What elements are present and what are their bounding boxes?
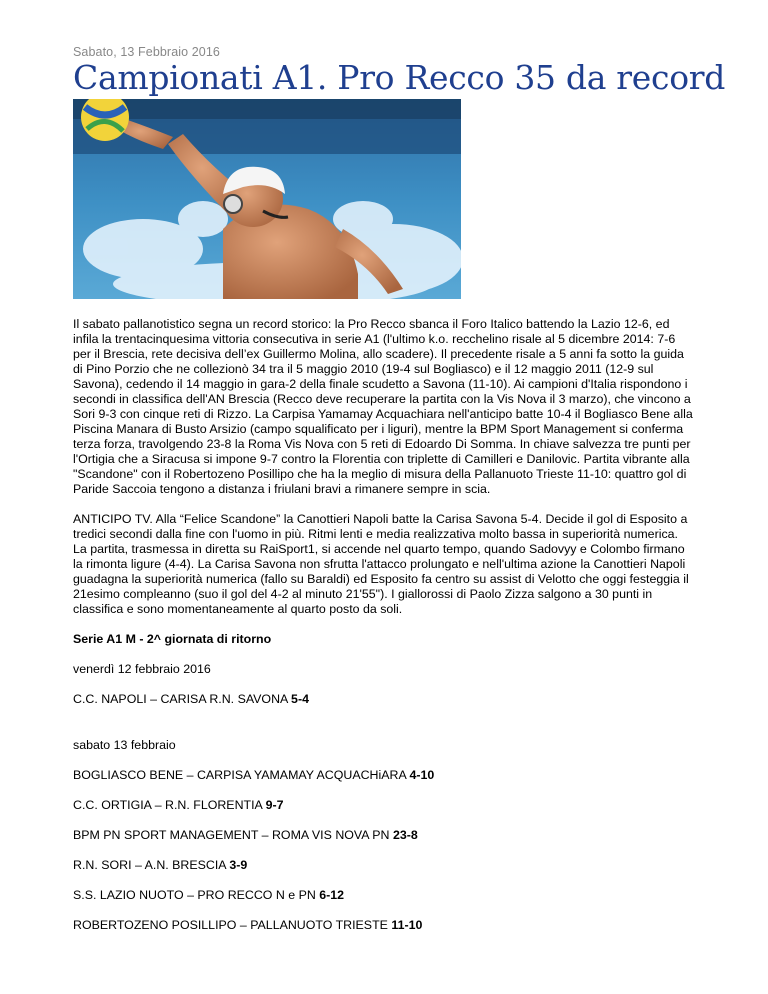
article-paragraph: ANTICIPO TV. Alla “Felice Scandone” la Canottieri Napoli batte la Carisa Savona 5-4. Decide il gol di Esposito a tredici secondi dalla fine con l'uomo in più. Ritmi lenti e media realizzativa molto bassa in superiorità numerica. La partita, trasmessa in diretta su RaiSport1, si accende nel quarto tempo, quando Sadovyy e Colombo firmano la rimonta ligure (4-4). La Carisa Savona non sfrutta l'attacco prolungato e nell'ultima azione la Canottieri Napoli guadagna la superiorità numerica (fallo su Baraldi) ed Esposito fa centro su assist di Velotto che oggi festeggia il 21esimo compleanno (suo il gol del 4-2 al minuto 21'55"). I giallorossi di Paolo Zizza salgono a 30 punti in classifica e sono momentaneamente al quarto posto da soli.	[73, 512, 689, 616]
article-paragraph: Il sabato pallanotistico segna un record storico: la Pro Recco sbanca il Foro Italico battendo la Lazio 12-6, ed infila la trentacinquesima vittoria consecutiva in serie A1 (l'ultimo k.o. recchelino risale al 5 dicembre 2014: 7-6 per il Brescia, rete decisiva dell’ex Guillermo Molina, allo scadere). Il precedente risale a 5 anni fa sotto la guida di Pino Porzio che ne collezionò 34 tra il 5 maggio 2010 (19-4 sul Bogliasco) e il 12 maggio 2011 (12-9 sul Savona), cedendo il 14 maggio in gara-2 della finale scudetto a Savona (11-10). Ai campioni d'Italia rispondono i secondi in classifica dell'AN Brescia (Recco deve recuperare la partita con la Vis Nova il 3 marzo), che vincono a Sori 9-3 con cinque reti di Rizzo. La Carpisa Yamamay Acquachiara nell'anticipo batte 10-4 il Bogliasco Bene alla Piscina Manara di Busto Arsizio (campo squalificato per i liguri), mentre la BPM Sport Management si conferma terza forza, travolgendo 23-8 la Roma Vis Nova con 5 reti di Edoardo Di Somma. In chiave salvezza tre punti per l'Ortigia che a Siracusa si impone 9-7 contro la Florentia con triplette di Camilleri e Danilovic. Partita vibrante alla "Scandone" con il Robertozeno Posillipo che ha la meglio di misura della Pallanuoto Trieste 11-10: quattro gol di Paride Saccoia tengono a distanza i friulani bravi a rimanere sempre in scia.	[73, 317, 693, 496]
match-result	[73, 918, 695, 933]
match-result	[73, 692, 695, 707]
match-score: 23-8	[392, 828, 418, 842]
match-score: 6-12	[319, 888, 345, 902]
article-title: Campionati A1. Pro Recco 35 da record	[73, 58, 726, 97]
water-polo-player-illustration	[73, 99, 461, 299]
match-result	[73, 858, 695, 873]
match-teams: ROBERTOZENO POSILLIPO – PALLANUOTO TRIESTE	[73, 918, 392, 932]
match-score: 11-10	[391, 918, 423, 932]
match-teams: C.C. NAPOLI – CARISA R.N. SAVONA	[73, 692, 292, 706]
match-score: 9-7	[265, 798, 284, 812]
match-score: 5-4	[291, 692, 309, 706]
match-teams: C.C. ORTIGIA – R.N. FLORENTIA	[73, 798, 266, 812]
results-heading: Serie A1 M - 2^ giornata di ritorno	[73, 632, 272, 646]
article-photo	[73, 99, 461, 299]
spacer	[73, 722, 695, 738]
match-score: 3-9	[229, 858, 248, 872]
match-teams: BPM PN SPORT MANAGEMENT – ROMA VIS NOVA PN	[73, 828, 393, 842]
match-teams: S.S. LAZIO NUOTO – PRO RECCO N e PN	[73, 888, 320, 902]
match-teams: R.N. SORI – A.N. BRESCIA	[73, 858, 230, 872]
match-result	[73, 768, 695, 783]
match-teams: BOGLIASCO BENE – CARPISA YAMAMAY ACQUACHiARA	[73, 768, 410, 782]
match-result	[73, 828, 695, 843]
results-date: venerdì 12 febbraio 2016	[73, 662, 211, 676]
match-result	[73, 888, 695, 903]
match-result	[73, 798, 695, 813]
article-date: Sabato, 13 Febbraio 2016	[73, 45, 220, 59]
match-score: 4-10	[409, 768, 435, 782]
article-body	[73, 317, 695, 948]
results-date: sabato 13 febbraio	[73, 738, 176, 752]
